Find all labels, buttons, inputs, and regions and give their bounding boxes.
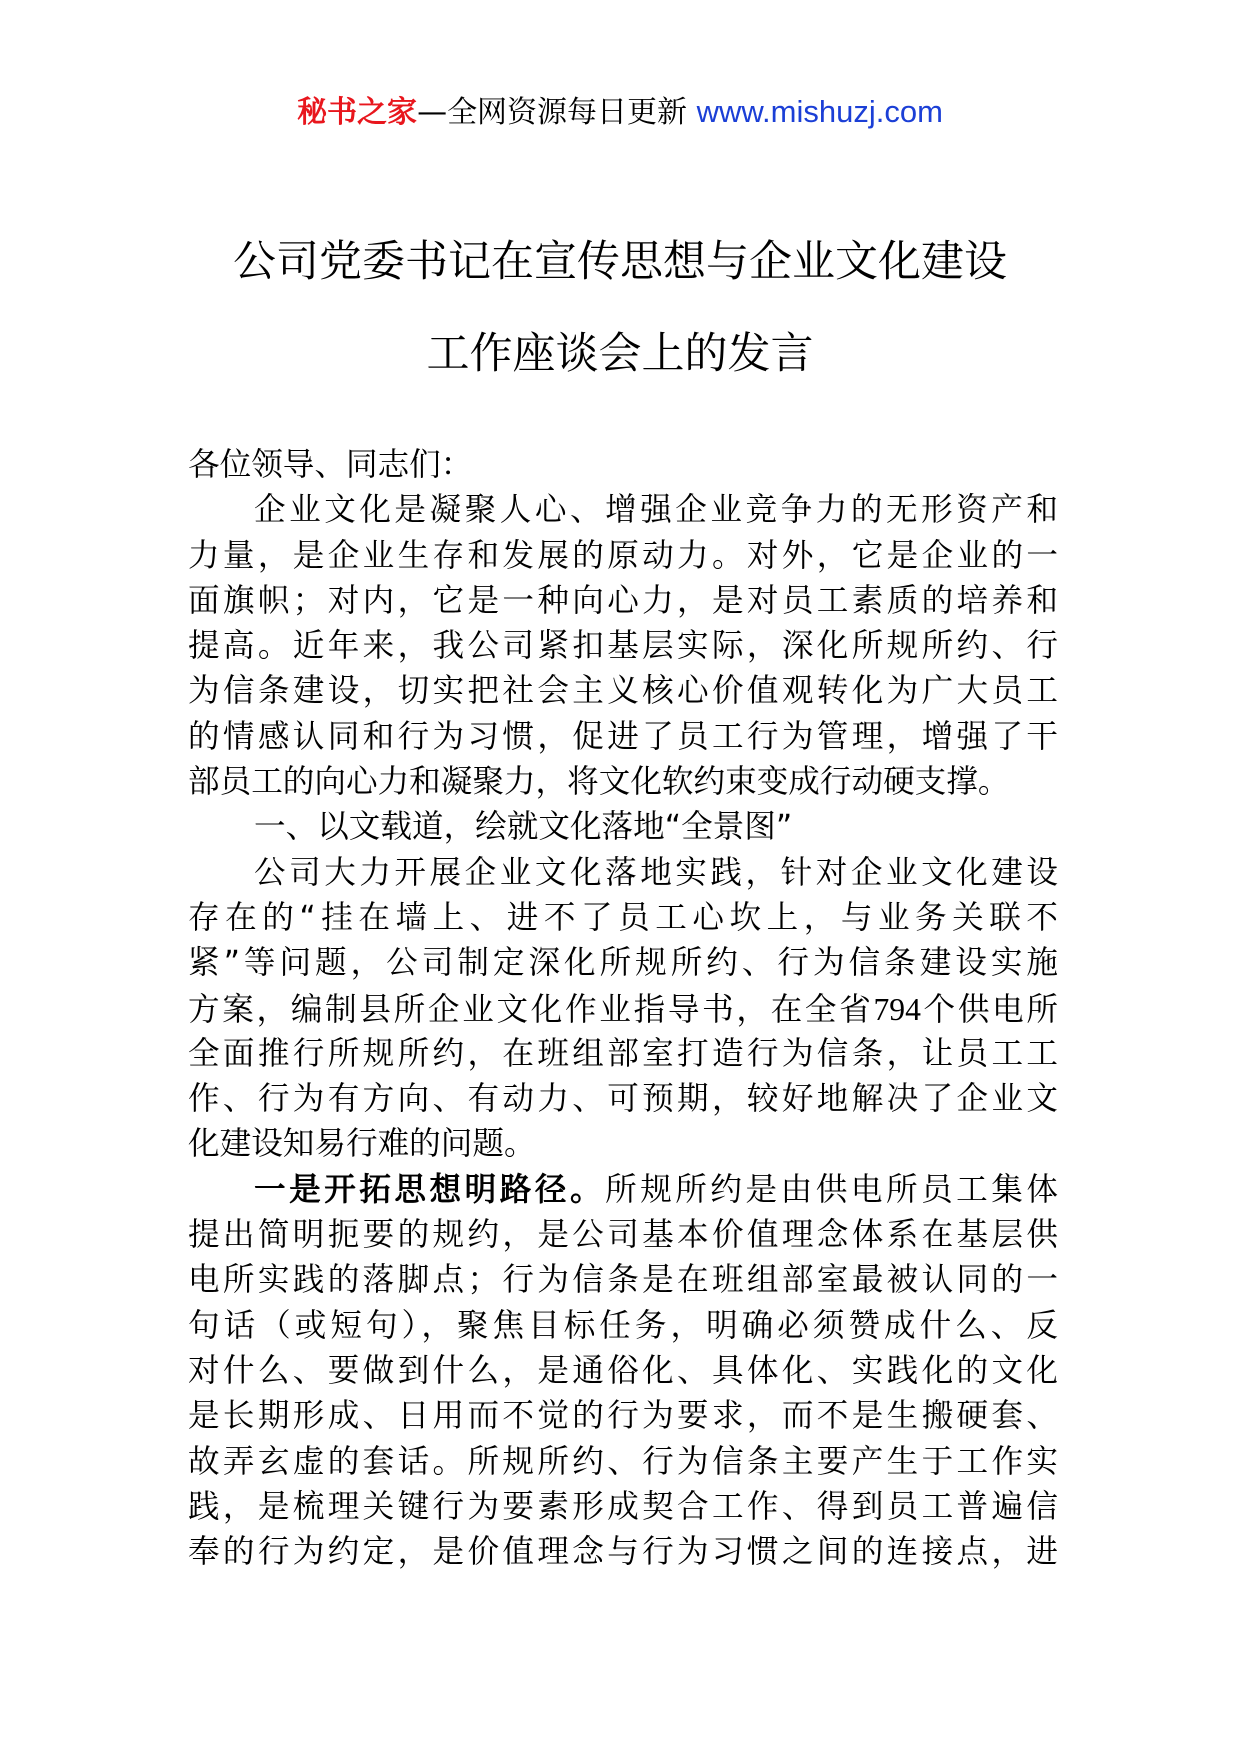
document-title-line-2: 工作座谈会上的发言 [426, 329, 814, 379]
paragraph-3-line: 对什么、要做到什么，是通俗化、具体化、实践化的文化 [188, 1352, 1058, 1389]
paragraph-2-line: 存在的“挂在墙上、进不了员工心坎上，与业务关联不 [188, 899, 1058, 936]
paragraph-3-line1-rest: 所规所约是由供电所员工集体 [605, 1171, 1058, 1208]
paragraph-2-line: 化建设知易行难的问题。 [188, 1126, 536, 1163]
header-tagline: —全网资源每日更新 [417, 95, 688, 130]
paragraph-1-line: 面旗帜；对内，它是一种向心力，是对员工素质的培养和 [188, 582, 1058, 619]
paragraph-1-line: 力量，是企业生存和发展的原动力。对外，它是企业的一 [188, 537, 1058, 574]
paragraph-3-line: 提出简明扼要的规约，是公司基本价值理念体系在基层供 [188, 1217, 1058, 1254]
paragraph-2-line [188, 987, 1058, 1032]
brand-name: 秘书之家 [297, 95, 418, 130]
paragraph-3-line: 践，是梳理关键行为要素形成契合工作、得到员工普遍信 [188, 1488, 1058, 1525]
paragraph-3-line: 故弄玄虚的套话。所规所约、行为信条主要产生于工作实 [188, 1443, 1058, 1480]
paragraph-1-line: 企业文化是凝聚人心、增强企业竞争力的无形资产和 [254, 492, 1058, 529]
paragraph-1-line: 部员工的向心力和凝聚力，将文化软约束变成行动硬支撑。 [188, 764, 1010, 801]
section-1-heading: 一、以文载道，绘就文化落地“全景图” [254, 809, 793, 846]
paragraph-1-line: 提高。近年来，我公司紧扣基层实际，深化所规所约、行 [188, 628, 1058, 665]
document-title-line-1: 公司党委书记在宣传思想与企业文化建设 [233, 237, 1007, 287]
paragraph-3-lead: 一是开拓思想明路径。 [254, 1171, 606, 1208]
paragraph-2-line4-pre: 方案，编制县所企业文化作业指导书，在全省 [188, 991, 874, 1028]
paragraph-2-line: 紧”等问题，公司制定深化所规所约、行为信条建设实施 [188, 945, 1058, 982]
paragraph-3-line: 是长期形成、日用而不觉的行为要求，而不是生搬硬套、 [188, 1398, 1058, 1435]
paragraph-2-line: 公司大力开展企业文化落地实践，针对企业文化建设 [254, 854, 1058, 891]
paragraph-3-line: 奉的行为约定，是价值理念与行为习惯之间的连接点，进 [188, 1534, 1058, 1571]
paragraph-2-line: 全面推行所规所约，在班组部室打造行为信条，让员工工 [188, 1035, 1058, 1072]
site-header [0, 92, 1240, 133]
paragraph-2-line4-post: 个供电所 [920, 991, 1058, 1028]
paragraph-3-line: 句话（或短句），聚焦目标任务，明确必须赞成什么、反 [188, 1307, 1058, 1344]
supply-station-count: 794 [873, 991, 921, 1027]
paragraph-2-line: 作、行为有方向、有动力、可预期，较好地解决了企业文 [188, 1081, 1058, 1118]
paragraph-3-line [188, 1168, 1058, 1213]
document-body [188, 443, 1058, 1575]
paragraph-3-line: 电所实践的落脚点；行为信条是在班组部室最被认同的一 [188, 1262, 1058, 1299]
paragraph-1-line: 为信条建设，切实把社会主义核心价值观转化为广大员工 [188, 673, 1058, 710]
site-url-link[interactable]: www.mishuzj.com [696, 94, 943, 129]
salutation: 各位领导、同志们： [188, 447, 473, 483]
paragraph-1-line: 的情感认同和行为习惯，促进了员工行为管理，增强了干 [188, 718, 1058, 755]
